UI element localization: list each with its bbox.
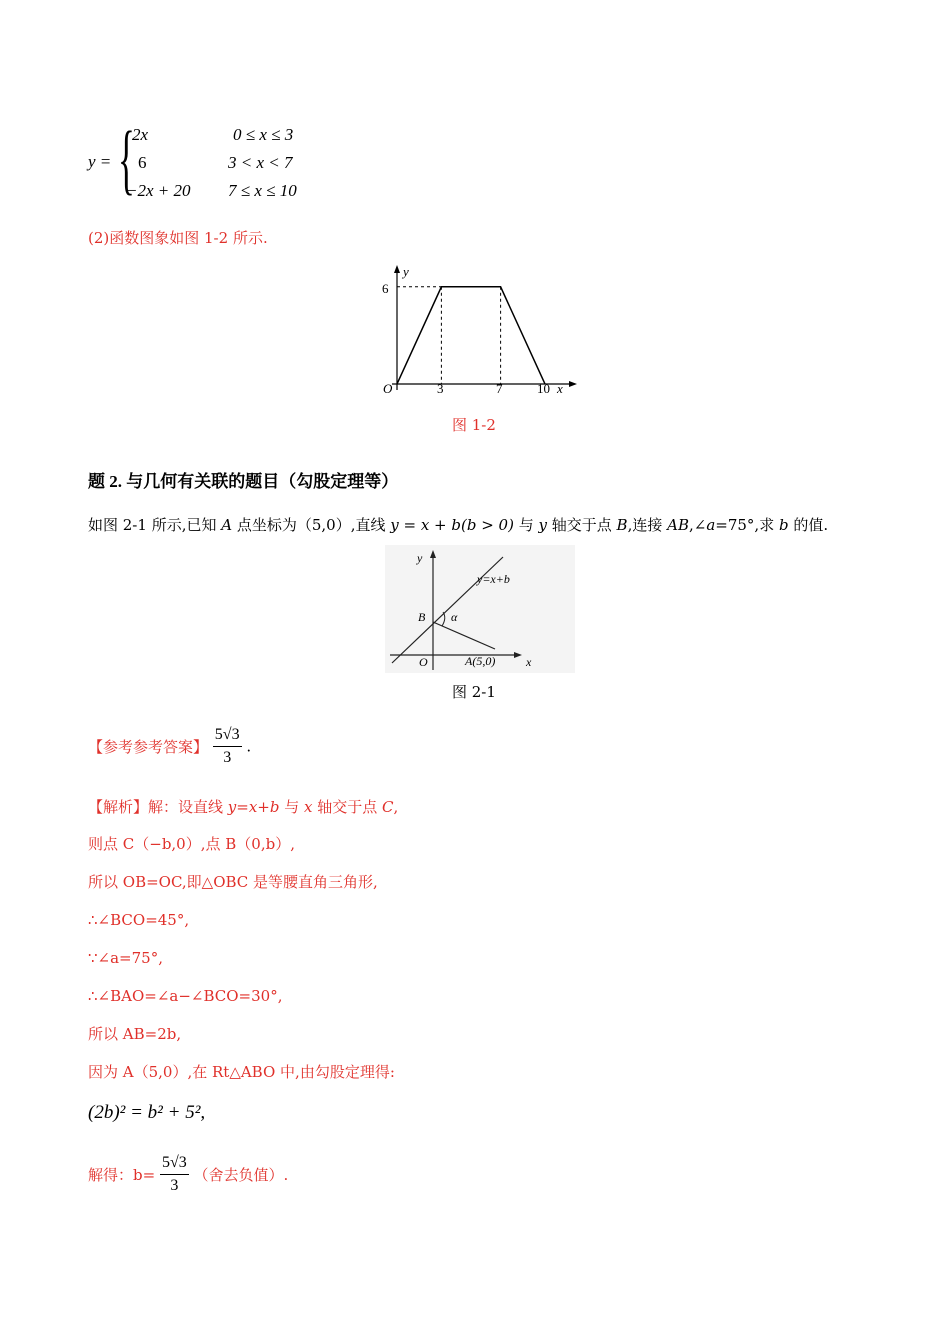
origin-label: O <box>383 381 393 396</box>
figure-1-2 <box>372 262 582 397</box>
part2-text: (2)函数图象如图 1-2 所示. <box>88 229 268 247</box>
piece-cond-2: 3 < x < 7 <box>228 153 293 172</box>
piecewise-lhs: y = <box>88 152 112 171</box>
solution-fraction: $\frac{5√3}{3}$ <box>161 1154 187 1194</box>
question2-title: 题 2. 与几何有关联的题目（勾股定理等） <box>88 472 399 491</box>
solution-line-2: 则点 C（−b,0）,点 B（0,b）, <box>88 835 295 853</box>
alpha-label: α <box>451 610 458 624</box>
piece-expr-1: 2x <box>132 125 149 144</box>
fig21-caption: 图 2-1 <box>452 683 496 701</box>
x-axis-arrow <box>569 381 577 387</box>
y-axis-arrow <box>394 265 400 273</box>
answer-line: 【参考参考答案】 $\frac{5√3}{3}$ . <box>88 726 252 766</box>
solution-line-7: 所以 AB=2b, <box>88 1025 182 1043</box>
solution-equation: (2b)² = b² + 5², <box>88 1102 206 1123</box>
solution-line-6: ∴∠BAO=∠a−∠BCO=30°, <box>88 987 283 1005</box>
question2-stem: 如图 2-1 所示,已知 A 点坐标为（5,0）,直线 y = x + b(b > 0) 与 y 轴交于点 B,连接 AB,∠a=75°,求 b 的值. <box>88 516 829 534</box>
piece-expr-3: −2x + 20 <box>126 181 191 200</box>
fig12-caption: 图 1-2 <box>452 416 496 434</box>
point-A-label: A(5,0) <box>465 654 496 668</box>
answer-fraction: $\frac{5√3}{3}$ <box>214 726 240 766</box>
solution-line-4: ∴∠BCO=45°, <box>88 911 190 929</box>
solution-line-1: 【解析】解：设直线 y=x+b 与 x 轴交于点 C, <box>88 798 399 816</box>
x-axis-label: x <box>526 655 532 669</box>
y-axis-label: y <box>417 551 423 565</box>
solution-line-5: ∵∠a=75°, <box>88 949 163 967</box>
solution-line-10: 解得：b= $\frac{5√3}{3}$ （舍去负值）. <box>88 1154 289 1194</box>
solution-line-3: 所以 OB=OC,即△OBC 是等腰直角三角形, <box>88 873 378 891</box>
figure-2-1 <box>385 545 575 673</box>
piece-cond-3: 7 ≤ x ≤ 10 <box>228 181 297 200</box>
y-axis-label: y <box>403 264 409 279</box>
x-tick-7: 7 <box>496 381 503 396</box>
origin-label: O <box>419 655 428 669</box>
y-tick-6: 6 <box>382 281 389 296</box>
x-axis-label: x <box>557 381 563 396</box>
line-label: y=x+b <box>477 572 510 586</box>
point-B-label: B <box>418 610 426 624</box>
answer-label: 【参考参考答案】 <box>88 738 209 756</box>
piece-cond-1: 0 ≤ x ≤ 3 <box>233 125 294 144</box>
left-brace: { <box>118 115 135 202</box>
x-tick-3: 3 <box>437 381 444 396</box>
piecewise-function <box>88 115 328 212</box>
series-line <box>397 287 545 384</box>
solution-line-8: 因为 A（5,0）,在 Rt△ABO 中,由勾股定理得: <box>88 1063 395 1081</box>
x-tick-10: 10 <box>537 381 550 396</box>
piece-expr-2: 6 <box>138 153 147 172</box>
